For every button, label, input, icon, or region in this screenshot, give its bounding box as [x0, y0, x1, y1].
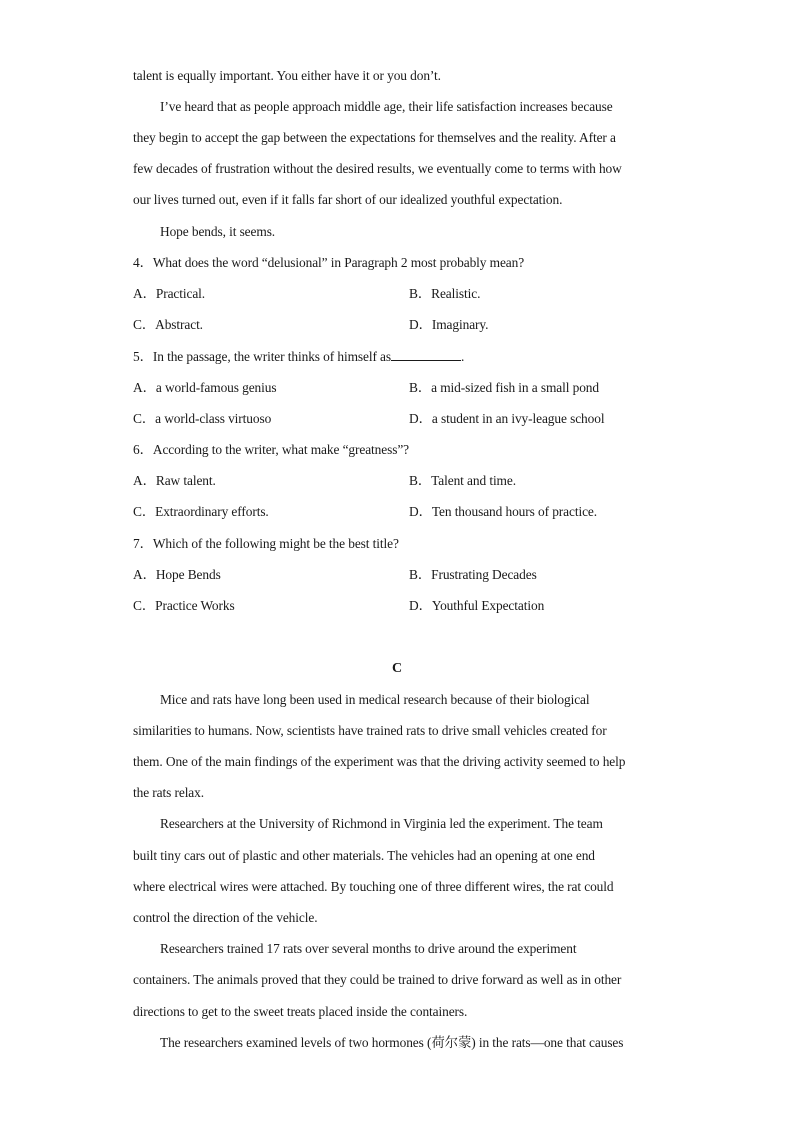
- question-5-option-d: D．a student in an ivy-league school: [409, 411, 605, 426]
- passage-b-line: they begin to accept the gap between the expectations for themselves and the reality. After a: [133, 130, 616, 145]
- answer-blank: [391, 348, 461, 361]
- question-7-option-b: B．Frustrating Decades: [409, 567, 537, 582]
- passage-b-line: I’ve heard that as people approach middle age, their life satisfaction increases because: [160, 99, 613, 114]
- question-4-option-a: A．Practical.: [133, 286, 206, 301]
- question-5-option-a: A．a world-famous genius: [133, 380, 277, 395]
- question-6-option-c: C．Extraordinary efforts.: [133, 504, 269, 519]
- passage-c-line: containers. The animals proved that they could be trained to drive forward as well as in other: [133, 972, 622, 987]
- question-6-option-a: A．Raw talent.: [133, 473, 216, 488]
- question-4-option-d: D．Imaginary.: [409, 317, 489, 332]
- passage-c-line: The researchers examined levels of two hormones (荷尔蒙) in the rats—one that causes: [160, 1035, 624, 1050]
- passage-c-line: the rats relax.: [133, 785, 204, 800]
- passage-c-line: control the direction of the vehicle.: [133, 910, 318, 925]
- passage-c-line: built tiny cars out of plastic and other materials. The vehicles had an opening at one end: [133, 848, 595, 863]
- passage-b-line: talent is equally important. You either have it or you don’t.: [133, 68, 441, 83]
- question-5-stem-text: 5．In the passage, the writer thinks of himself as: [133, 349, 392, 364]
- passage-c-heading: C: [391, 661, 403, 676]
- passage-c-line: directions to get to the sweet treats placed inside the containers.: [133, 1004, 468, 1019]
- question-7-option-d: D．Youthful Expectation: [409, 598, 545, 613]
- question-5-option-b: B．a mid-sized fish in a small pond: [409, 380, 599, 395]
- question-6-stem: 6．According to the writer, what make “greatness”?: [133, 442, 410, 457]
- passage-c-line: Researchers at the University of Richmond in Virginia led the experiment. The team: [160, 816, 603, 831]
- question-5-option-c: C．a world-class virtuoso: [133, 411, 272, 426]
- question-6-option-b: B．Talent and time.: [409, 473, 516, 488]
- question-4-option-c: C．Abstract.: [133, 317, 203, 332]
- passage-b-line: our lives turned out, even if it falls far short of our idealized youthful expectation.: [133, 192, 563, 207]
- passage-c-line: Mice and rats have long been used in medical research because of their biological: [160, 692, 590, 707]
- passage-c-line: similarities to humans. Now, scientists have trained rats to drive small vehicles created for: [133, 723, 607, 738]
- passage-c-line: them. One of the main findings of the experiment was that the driving activity seemed to help: [133, 754, 626, 769]
- passage-b-line: Hope bends, it seems.: [160, 224, 276, 239]
- question-5-stem: [133, 348, 464, 365]
- question-7-option-a: A．Hope Bends: [133, 567, 221, 582]
- question-6-option-d: D．Ten thousand hours of practice.: [409, 504, 598, 519]
- question-7-option-c: C．Practice Works: [133, 598, 235, 613]
- passage-c-line: Researchers trained 17 rats over several months to drive around the experiment: [160, 941, 577, 956]
- passage-b-line: few decades of frustration without the desired results, we eventually come to terms with how: [133, 161, 622, 176]
- passage-c-line: where electrical wires were attached. By touching one of three different wires, the rat could: [133, 879, 614, 894]
- question-4-stem: 4．What does the word “delusional” in Paragraph 2 most probably mean?: [133, 255, 525, 270]
- question-4-option-b: B．Realistic.: [409, 286, 481, 301]
- question-5-stem-end: .: [461, 349, 465, 364]
- question-7-stem: 7．Which of the following might be the best title?: [133, 536, 399, 551]
